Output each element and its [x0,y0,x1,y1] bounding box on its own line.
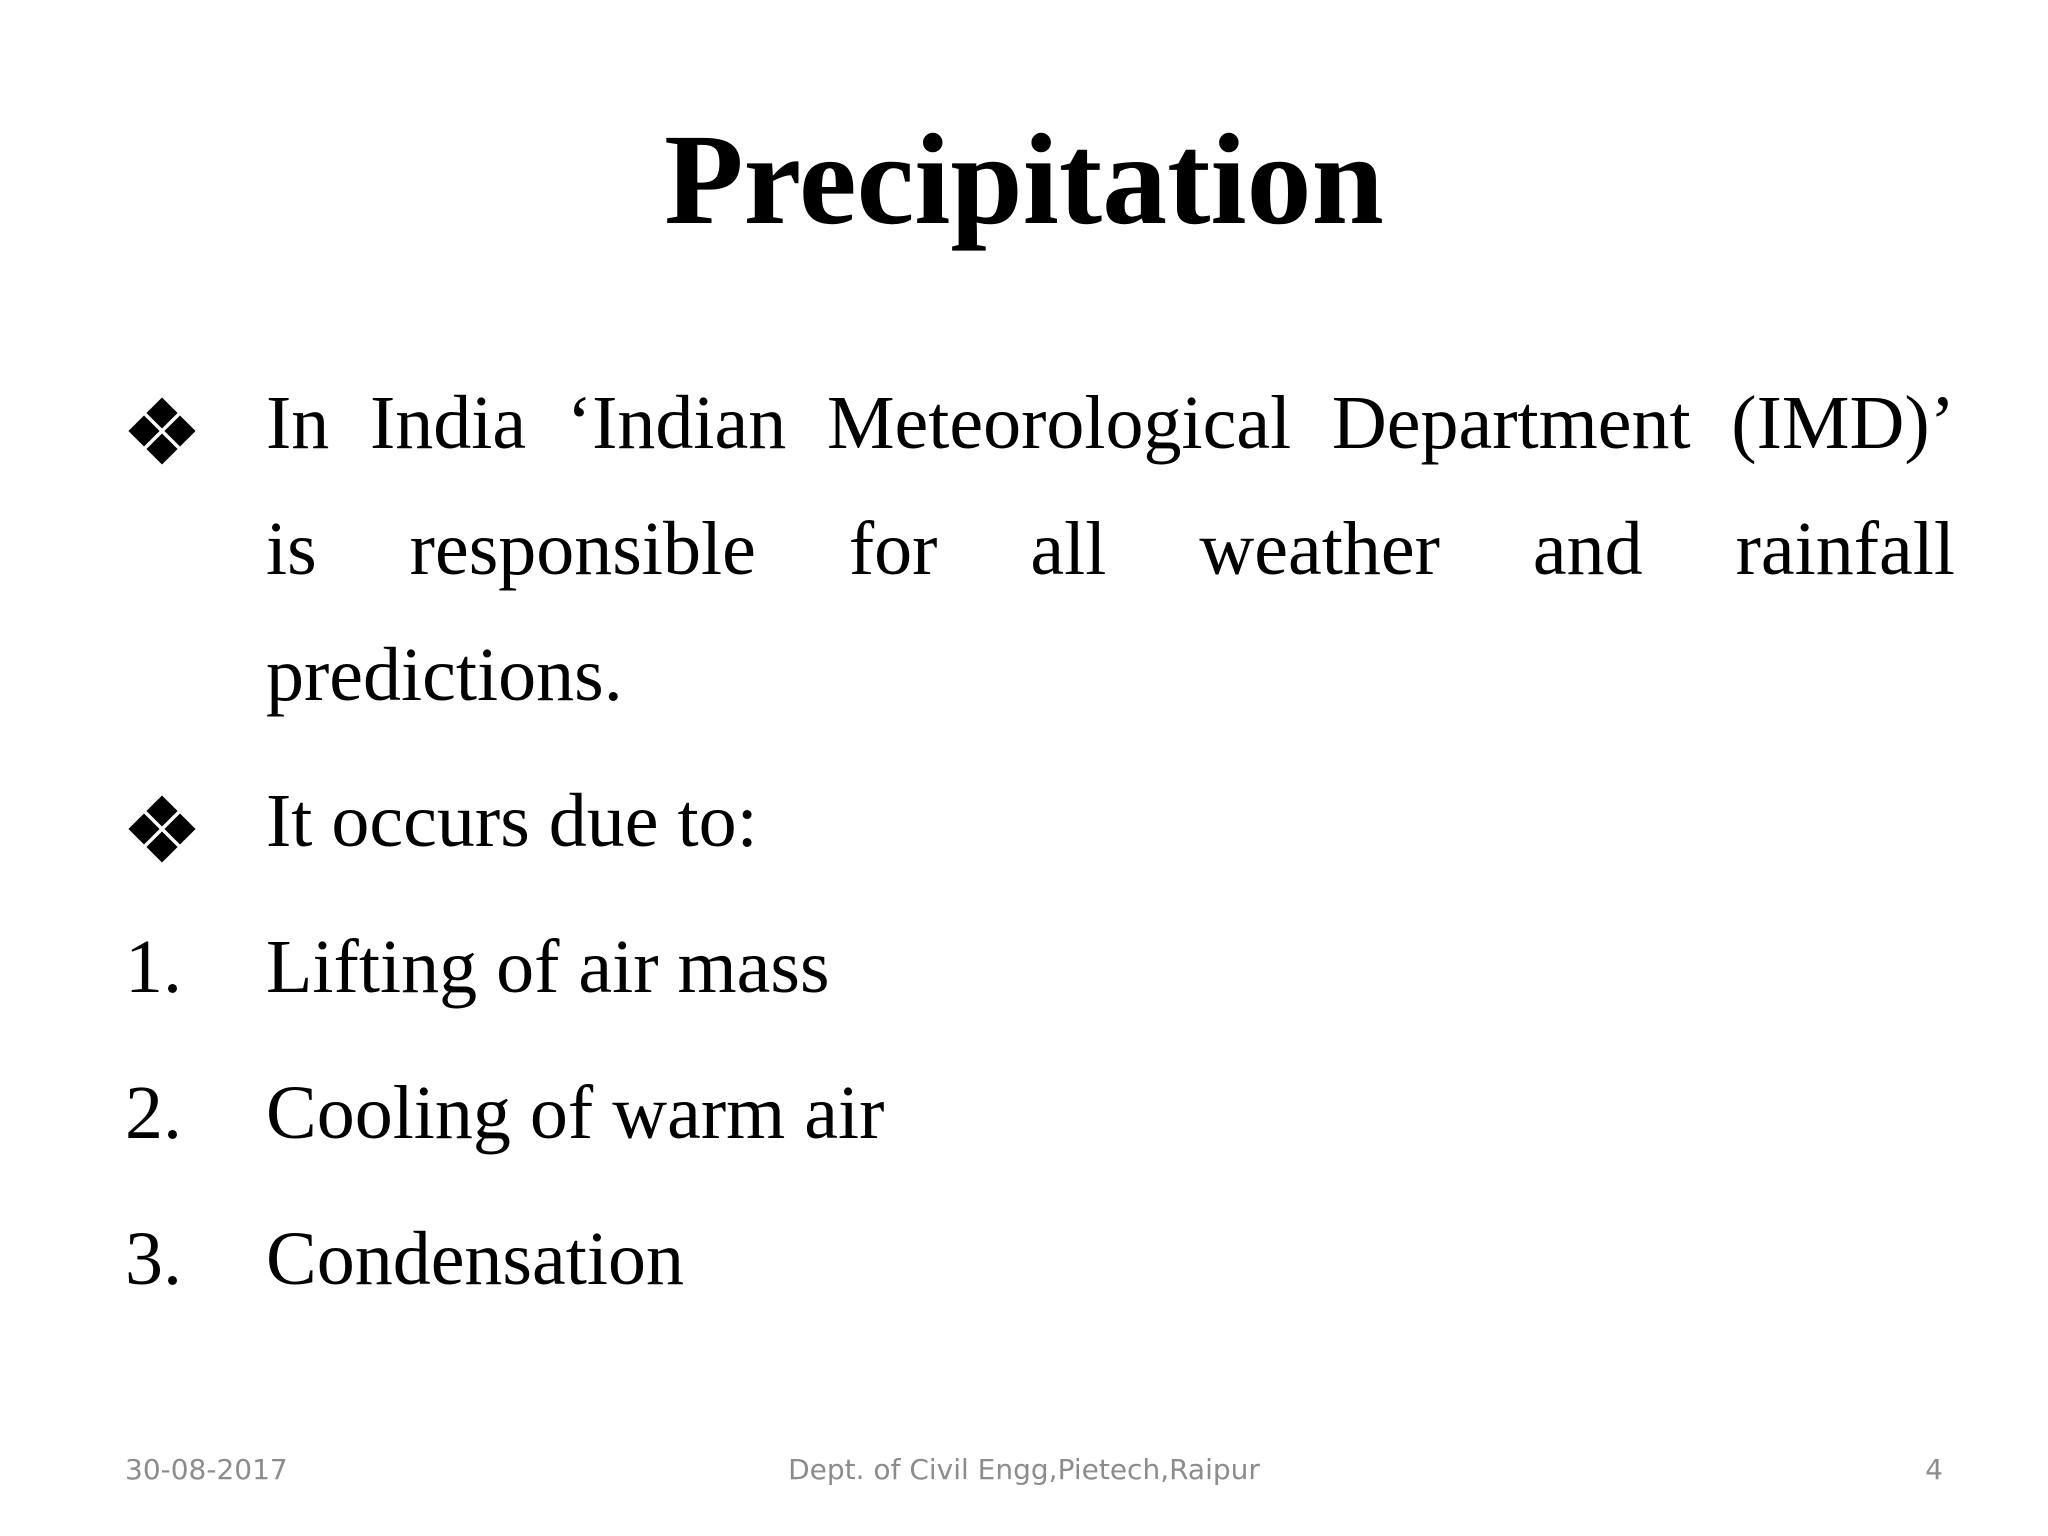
bullet-text-line: In India ‘Indian Meteorological Department (IMD)’ [266,381,1955,465]
footer-date: 30-08-2017 [125,1453,288,1486]
slide-content [125,360,1955,1342]
number-marker: 2. [125,1071,182,1155]
bullet-text-line: predictions. [266,633,623,717]
bullet-marker [125,758,245,884]
bullet-text-line: is responsible for all weather and rainfall [266,507,1955,591]
numbered-text: Lifting of air mass [266,925,830,1009]
four-diamond-bullet-icon [131,798,193,860]
bullet-item [125,758,1955,884]
numbered-item [125,1050,1955,1176]
footer-page-number: 4 [1925,1453,1943,1486]
numbered-item [125,904,1955,1030]
numbered-text: Cooling of warm air [266,1071,885,1155]
four-diamond-bullet-icon [131,400,193,462]
slide-title: Precipitation [664,108,1384,252]
footer-department: Dept. of Civil Engg,Pietech,Raipur [788,1453,1260,1486]
numbered-text: Condensation [266,1217,684,1301]
numbered-item [125,1196,1955,1322]
bullet-marker [125,360,245,486]
bullet-text [266,360,1955,738]
number-marker: 1. [125,925,182,1009]
bullet-item [125,360,1955,738]
number-marker: 3. [125,1217,182,1301]
bullet-text: It occurs due to: [266,779,758,863]
